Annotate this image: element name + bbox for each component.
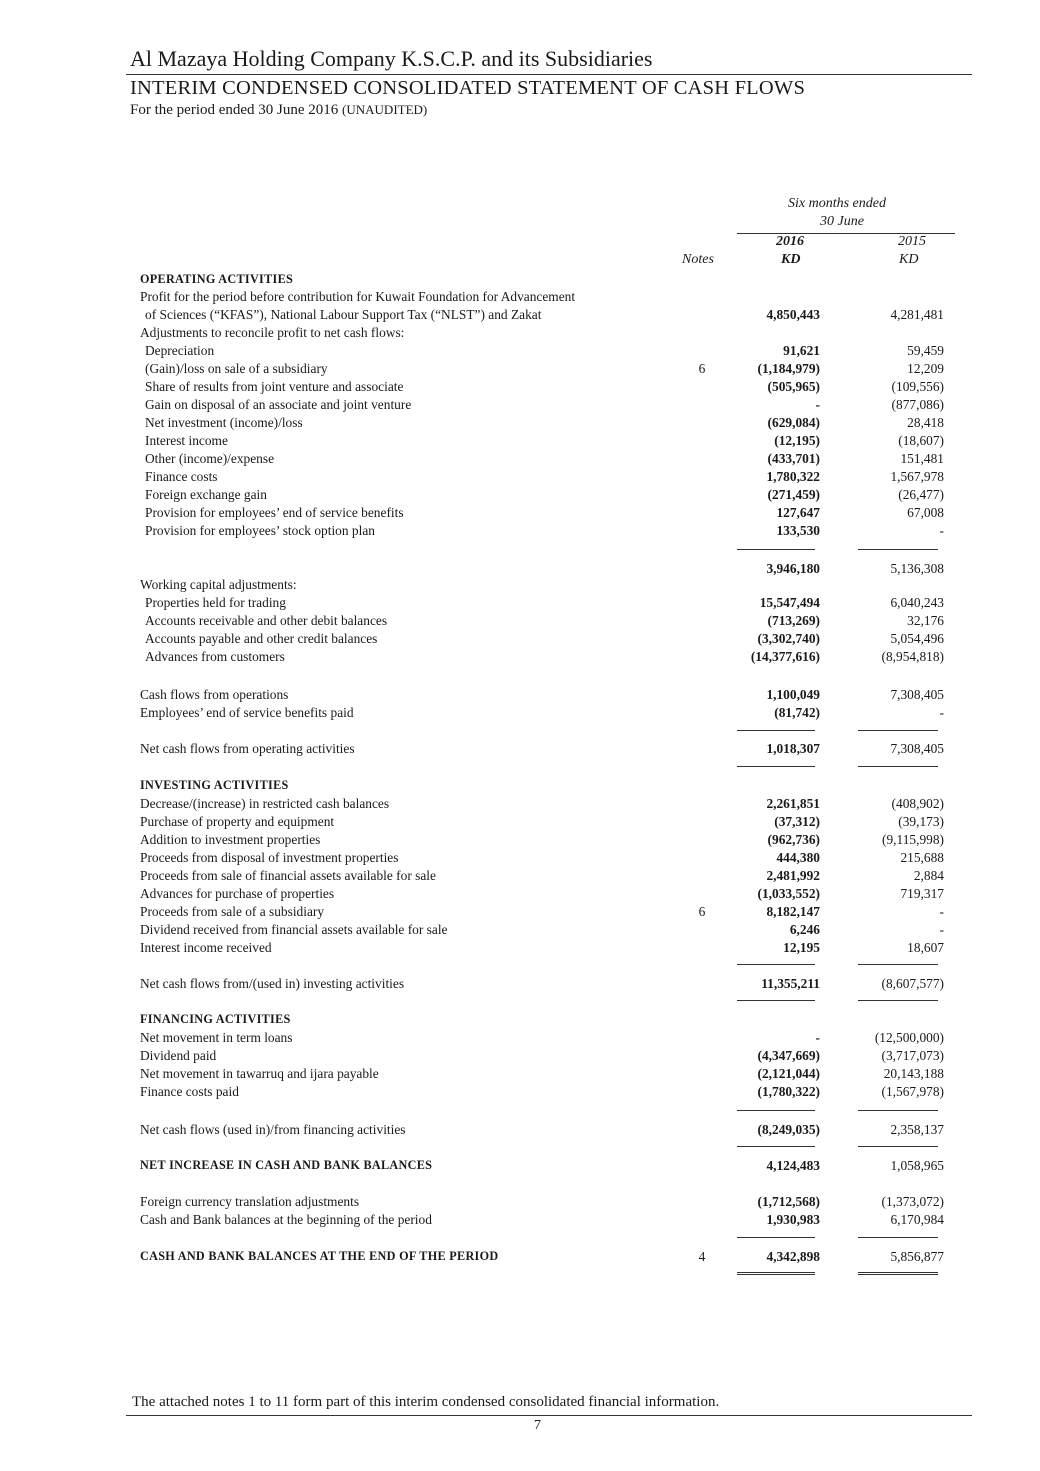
value-2015: - [939, 904, 944, 919]
row-note: 4 [698, 1249, 706, 1264]
subtotal-rule [737, 1237, 815, 1238]
table-row [0, 325, 1040, 343]
row-label: Working capital adjustments: [140, 577, 297, 592]
value-2016: (37,312) [774, 814, 820, 829]
row-label: of Sciences (“KFAS”), National Labour Support Tax (“NLST”) and Zakat [145, 307, 542, 322]
value-2015: - [939, 705, 944, 720]
row-label: Net cash flows (used in)/from financing activities [140, 1122, 406, 1137]
six-months-header: Six months ended [788, 196, 886, 211]
value-2016: (81,742) [774, 705, 820, 720]
table-row [0, 1212, 1040, 1230]
subtotal-rule [737, 730, 815, 731]
statement-title: INTERIM CONDENSED CONSOLIDATED STATEMENT OF CASH FLOWS [130, 77, 806, 99]
value-2015: 215,688 [900, 850, 944, 865]
value-2016: 3,946,180 [766, 561, 820, 576]
subtotal-rule [737, 1000, 815, 1001]
table-row [0, 1066, 1040, 1084]
value-2016: 91,621 [783, 343, 820, 358]
value-2015: 151,481 [900, 451, 944, 466]
table-row [0, 850, 1040, 868]
unaudited-label: (UNAUDITED) [342, 102, 428, 117]
value-2015: (1,567,978) [881, 1084, 944, 1099]
row-label: Proceeds from sale of financial assets available for sale [140, 868, 436, 883]
value-2015: - [939, 523, 944, 538]
row-label: Advances from customers [145, 649, 285, 664]
value-2015: 2,358,137 [890, 1122, 944, 1137]
table-row [0, 379, 1040, 397]
value-2016: (3,302,740) [757, 631, 820, 646]
value-2015: 7,308,405 [890, 741, 944, 756]
value-2016: (14,377,616) [750, 649, 820, 664]
subtotal-rule [737, 964, 815, 965]
table-row [0, 433, 1040, 451]
value-2016: 4,850,443 [766, 307, 820, 322]
value-2015: (8,607,577) [881, 976, 944, 991]
value-2016: (4,347,669) [757, 1048, 820, 1063]
table-row [0, 451, 1040, 469]
subtotal-rule [858, 549, 938, 550]
year-2016-header: 2016 [776, 234, 804, 249]
row-label: CASH AND BANK BALANCES AT THE END OF THE PERIOD [140, 1249, 499, 1263]
row-label: Properties held for trading [145, 595, 286, 610]
row-label: Other (income)/expense [145, 451, 275, 466]
value-2016: (2,121,044) [757, 1066, 820, 1081]
table-row [0, 868, 1040, 886]
row-label: Profit for the period before contribution for Kuwait Foundation for Advancement [140, 289, 576, 304]
row-label: Employees’ end of service benefits paid [140, 705, 354, 720]
value-2015: (12,500,000) [874, 1030, 944, 1045]
value-2015: 6,170,984 [890, 1212, 944, 1227]
table-row [0, 886, 1040, 904]
table-row [0, 469, 1040, 487]
row-label: Finance costs [145, 469, 218, 484]
june-header: 30 June [820, 214, 864, 229]
table-row [0, 577, 1040, 595]
value-2015: 5,856,877 [890, 1249, 944, 1264]
value-2015: (26,477) [898, 487, 944, 502]
row-label: NET INCREASE IN CASH AND BANK BALANCES [140, 1158, 433, 1172]
table-row [0, 1084, 1040, 1102]
section-heading-row [0, 1158, 1040, 1176]
table-row [0, 505, 1040, 523]
row-label: OPERATING ACTIVITIES [140, 272, 294, 286]
value-2016: (271,459) [767, 487, 820, 502]
footer-note: The attached notes 1 to 11 form part of this interim condensed consolidated financial information. [132, 1394, 720, 1410]
table-row [0, 922, 1040, 940]
value-2015: 28,418 [907, 415, 944, 430]
value-2015: 1,567,978 [890, 469, 944, 484]
value-2016: (505,965) [767, 379, 820, 394]
table-row [0, 487, 1040, 505]
year-2015-header: 2015 [898, 234, 926, 249]
value-2015: 32,176 [907, 613, 944, 628]
value-2015: 67,008 [907, 505, 944, 520]
value-2016: (1,033,552) [757, 886, 820, 901]
table-row [0, 613, 1040, 631]
value-2016: 12,195 [783, 940, 820, 955]
table-row [0, 595, 1040, 613]
table-row [0, 796, 1040, 814]
row-note: 6 [698, 904, 706, 919]
row-label: FINANCING ACTIVITIES [140, 1012, 291, 1026]
header-rule [126, 74, 972, 75]
row-label: Cash flows from operations [140, 687, 289, 702]
row-label: Provision for employees’ end of service benefits [145, 505, 404, 520]
value-2015: (1,373,072) [881, 1194, 944, 1209]
table-row [0, 523, 1040, 541]
table-row [0, 976, 1040, 994]
table-row [0, 904, 1040, 922]
row-label: Share of results from joint venture and associate [145, 379, 404, 394]
row-label: Foreign currency translation adjustments [140, 1194, 360, 1209]
value-2015: 1,058,965 [890, 1158, 944, 1173]
row-label: Finance costs paid [140, 1084, 239, 1099]
value-2016: 1,018,307 [766, 741, 820, 756]
table-row [0, 814, 1040, 832]
subtotal-rule [737, 1146, 815, 1147]
value-2016: 1,930,983 [766, 1212, 820, 1227]
section-heading-row [0, 272, 1040, 290]
subtotal-rule [858, 964, 938, 965]
value-2016: 8,182,147 [766, 904, 820, 919]
value-2016: 133,530 [776, 523, 820, 538]
value-2015: (9,115,998) [882, 832, 944, 847]
row-label: Provision for employees’ stock option plan [145, 523, 375, 538]
value-2015: 12,209 [907, 361, 944, 376]
value-2016: 1,100,049 [766, 687, 820, 702]
row-label: Net cash flows from operating activities [140, 741, 355, 756]
value-2016: 127,647 [776, 505, 820, 520]
value-2016: (8,249,035) [757, 1122, 820, 1137]
value-2015: 6,040,243 [890, 595, 944, 610]
subtotal-rule [858, 1110, 938, 1111]
value-2016: (962,736) [767, 832, 820, 847]
subtotal-rule [858, 766, 938, 767]
value-2015: (109,556) [891, 379, 944, 394]
value-2015: 5,054,496 [890, 631, 944, 646]
value-2016: 2,481,992 [766, 868, 820, 883]
row-label: Accounts payable and other credit balances [145, 631, 378, 646]
page-number: 7 [534, 1418, 541, 1433]
subtotal-rule [737, 1110, 815, 1111]
row-label: Addition to investment properties [140, 832, 321, 847]
table-row [0, 687, 1040, 705]
value-2015: 5,136,308 [890, 561, 944, 576]
table-row [0, 649, 1040, 667]
table-row [0, 741, 1040, 759]
value-2015: - [939, 922, 944, 937]
total-double-rule [858, 1272, 938, 1275]
table-row [0, 1048, 1040, 1066]
subtotal-rule [858, 730, 938, 731]
subtotal-rule [737, 549, 815, 550]
table-row [0, 1122, 1040, 1140]
table-row [0, 705, 1040, 723]
table-row [0, 415, 1040, 433]
row-label: Adjustments to reconcile profit to net cash flows: [140, 325, 405, 340]
total-double-rule [737, 1272, 815, 1275]
row-label: Decrease/(increase) in restricted cash balances [140, 796, 390, 811]
value-2015: 59,459 [907, 343, 944, 358]
subtotal-rule [737, 766, 815, 767]
value-2015: 7,308,405 [890, 687, 944, 702]
value-2015: (18,607) [898, 433, 944, 448]
value-2016: 4,342,898 [766, 1249, 820, 1264]
row-label: Gain on disposal of an associate and joint venture [145, 397, 412, 412]
value-2015: 18,607 [907, 940, 944, 955]
row-label: Proceeds from sale of a subsidiary [140, 904, 325, 919]
row-label: Interest income [145, 433, 228, 448]
row-note: 6 [698, 361, 706, 376]
value-2016: (12,195) [774, 433, 820, 448]
row-label: Net movement in term loans [140, 1030, 293, 1045]
row-label: Dividend received from financial assets available for sale [140, 922, 448, 937]
value-2015: (39,173) [898, 814, 944, 829]
value-2016: (1,780,322) [757, 1084, 820, 1099]
company-name: Al Mazaya Holding Company K.S.C.P. and its Subsidiaries [130, 46, 653, 71]
value-2015: (877,086) [891, 397, 944, 412]
value-2015: (8,954,818) [881, 649, 944, 664]
table-row [0, 631, 1040, 649]
table-row [0, 361, 1040, 379]
section-heading-row [0, 778, 1040, 796]
value-2016: (713,269) [767, 613, 820, 628]
table-row [0, 1194, 1040, 1212]
row-label: Dividend paid [140, 1048, 217, 1063]
subtotal-rule [858, 1000, 938, 1001]
row-label: (Gain)/loss on sale of a subsidiary [145, 361, 328, 376]
table-row [0, 397, 1040, 415]
table-row [0, 940, 1040, 958]
value-2016: - [815, 1030, 820, 1045]
row-label: Foreign exchange gain [145, 487, 267, 502]
value-2016: (1,184,979) [757, 361, 820, 376]
row-label: Cash and Bank balances at the beginning of the period [140, 1212, 432, 1227]
value-2016: (1,712,568) [757, 1194, 820, 1209]
section-heading-row [0, 1012, 1040, 1030]
table-row [0, 343, 1040, 361]
table-row [0, 307, 1040, 325]
table-row [0, 1030, 1040, 1048]
section-heading-row [0, 1249, 1040, 1267]
value-2016: 444,380 [776, 850, 820, 865]
value-2015: 719,317 [900, 886, 944, 901]
value-2015: 20,143,188 [883, 1066, 944, 1081]
value-2016: 6,246 [789, 922, 820, 937]
notes-header: Notes [682, 252, 714, 267]
value-2016: 11,355,211 [761, 976, 820, 991]
value-2016: 1,780,322 [766, 469, 820, 484]
value-2016: (433,701) [767, 451, 820, 466]
row-label: Net cash flows from/(used in) investing activities [140, 976, 405, 991]
value-2016: 4,124,483 [766, 1158, 820, 1173]
row-label: INVESTING ACTIVITIES [140, 778, 289, 792]
table-row [0, 832, 1040, 850]
row-label: Net investment (income)/loss [145, 415, 303, 430]
row-label: Interest income received [140, 940, 272, 955]
period-line [130, 102, 427, 119]
value-2015: (408,902) [891, 796, 944, 811]
row-label: Depreciation [145, 343, 215, 358]
value-2016: - [815, 397, 820, 412]
unit-2016-header: KD [781, 252, 801, 267]
value-2016: 2,261,851 [766, 796, 820, 811]
value-2015: 4,281,481 [890, 307, 944, 322]
unit-2015-header: KD [899, 252, 919, 267]
row-label: Net movement in tawarruq and ijara payable [140, 1066, 379, 1081]
value-2016: 15,547,494 [759, 595, 820, 610]
subtotal-rule [858, 1237, 938, 1238]
value-2016: (629,084) [767, 415, 820, 430]
table-row [0, 289, 1040, 307]
row-label: Purchase of property and equipment [140, 814, 335, 829]
subtotal-rule [858, 1146, 938, 1147]
row-label: Accounts receivable and other debit balances [145, 613, 388, 628]
row-label: Advances for purchase of properties [140, 886, 335, 901]
row-label: Proceeds from disposal of investment properties [140, 850, 399, 865]
footer-rule [126, 1415, 972, 1416]
period-text: For the period ended 30 June 2016 [130, 102, 339, 118]
value-2015: (3,717,073) [881, 1048, 944, 1063]
value-2015: 2,884 [913, 868, 944, 883]
